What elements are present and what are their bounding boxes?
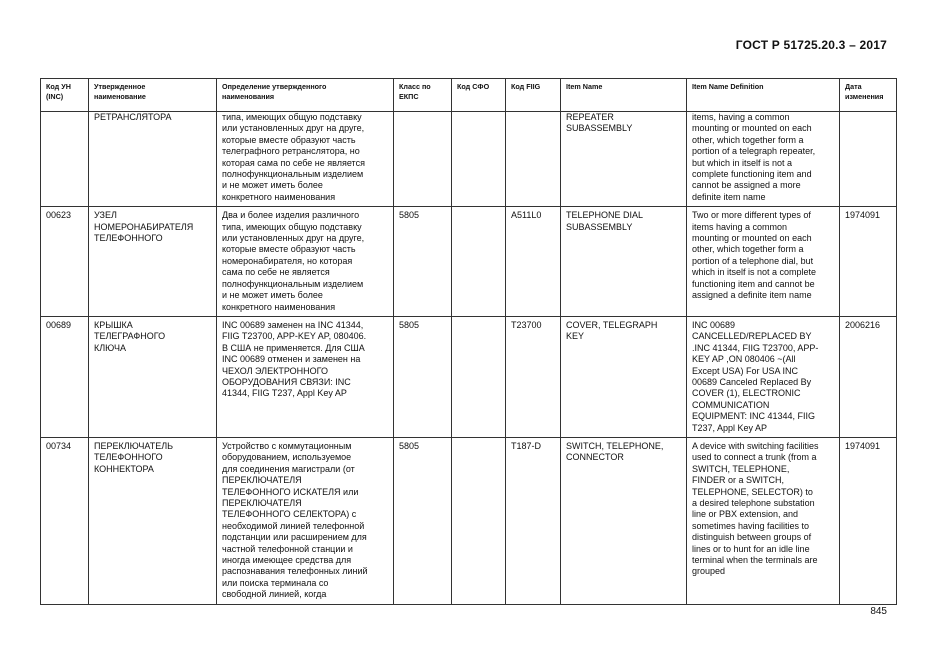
cell-approved-name: РЕТРАНСЛЯТОРА bbox=[89, 112, 217, 207]
column-header-class: Класс по ЕКПС bbox=[394, 79, 452, 112]
cell-item-name: SWITCH, TELEPHONE, CONNECTOR bbox=[561, 437, 687, 604]
cell-approved-name: КРЫШКА ТЕЛЕГРАФНОГО КЛЮЧА bbox=[89, 316, 217, 437]
column-header-fiig: Код FIIG bbox=[506, 79, 561, 112]
table-header-row bbox=[41, 79, 897, 112]
cell-name-definition: Два и более изделия различного типа, имеющих общую подставку или установленных друг на друге, которые вместе образуют часть номеронабирателя, но которая сама по себе не является полнофункциональным изделием и не может иметь более конкретного наименования bbox=[217, 207, 394, 317]
cell-approved-name: УЗЕЛ НОМЕРОНАБИРАТЕЛЯ ТЕЛЕФОННОГО bbox=[89, 207, 217, 317]
cell-change-date: 2006216 bbox=[840, 316, 897, 437]
column-header-approved-name: Утвержденное наименование bbox=[89, 79, 217, 112]
cell-inc: 00623 bbox=[41, 207, 89, 317]
cell-item-name-definition: items, having a common mounting or mounted on each other, which together form a portion of a telegraph repeater, but which in itself is not a complete functioning item and cannot be assigned a more definite item name bbox=[687, 112, 840, 207]
cell-item-name: TELEPHONE DIAL SUBASSEMBLY bbox=[561, 207, 687, 317]
cell-sfo bbox=[452, 316, 506, 437]
cell-name-definition: Устройство с коммутационным оборудованием, используемое для соединения магистрали (от ПЕРЕКЛЮЧАТЕЛЯ ТЕЛЕФОННОГО ИСКАТЕЛЯ или ПЕРЕКЛЮЧАТЕЛЯ ТЕЛЕФОННОГО СЕЛЕКТОРА) с необходимой линией телефонной подстанции или расширением для частной телефонной станции и иногда имеющее средства для распознавания телефонных линий или поиска терминала со свободной линией, когда bbox=[217, 437, 394, 604]
cell-class bbox=[394, 112, 452, 207]
cell-fiig bbox=[506, 112, 561, 207]
cell-sfo bbox=[452, 437, 506, 604]
cell-class: 5805 bbox=[394, 207, 452, 317]
document-header: ГОСТ Р 51725.20.3 – 2017 bbox=[735, 38, 887, 52]
cell-change-date: 1974091 bbox=[840, 207, 897, 317]
cell-item-name-definition: INC 00689 CANCELLED/REPLACED BY .INC 41344, FIIG T23700, APP- KEY AP ,ON 080406 ~(All Except USA) For USA INC 00689 Canceled Replaced By COVER (1), ELECTRONIC COMMUNICATION EQUIPMENT: INC 41344, FIIG T237, Appl Key AP bbox=[687, 316, 840, 437]
cell-item-name: COVER, TELEGRAPH KEY bbox=[561, 316, 687, 437]
table-row bbox=[41, 112, 897, 207]
cell-name-definition: INC 00689 заменен на INC 41344, FIIG T23700, APP-KEY AP, 080406. В США не применяется. Для США INC 00689 отменен и заменен на ЧЕХОЛ ЭЛЕКТРОННОГО ОБОРУДОВАНИЯ СВЯЗИ: INC 41344, FIIG T237, Appl Key AP bbox=[217, 316, 394, 437]
cell-change-date bbox=[840, 112, 897, 207]
column-header-sfo: Код СФО bbox=[452, 79, 506, 112]
cell-item-name-definition: A device with switching facilities used to connect a trunk (from a SWITCH, TELEPHONE, FINDER or a SWITCH, TELEPHONE, SELECTOR) to a desired telephone substation line or PBX extension, and sometimes having facilities to distinguish between groups of lines or to hunt for an idle line terminal when the terminals are grouped bbox=[687, 437, 840, 604]
cell-fiig: A511L0 bbox=[506, 207, 561, 317]
column-header-item-name-definition: Item Name Definition bbox=[687, 79, 840, 112]
page-number: 845 bbox=[870, 606, 887, 617]
item-name-table bbox=[40, 78, 897, 605]
cell-inc: 00734 bbox=[41, 437, 89, 604]
column-header-change-date: Дата изменения bbox=[840, 79, 897, 112]
cell-approved-name: ПЕРЕКЛЮЧАТЕЛЬ ТЕЛЕФОННОГО КОННЕКТОРА bbox=[89, 437, 217, 604]
cell-name-definition: типа, имеющих общую подставку или установленных друг на друге, которые вместе образуют часть телеграфного ретранслятора, но которая сама по себе не является полнофункциональным изделием и не может иметь более конкретного наименования bbox=[217, 112, 394, 207]
column-header-inc: Код УН (INC) bbox=[41, 79, 89, 112]
cell-item-name-definition: Two or more different types of items having a common mounting or mounted on each other, which together form a portion of a telephone dial, but which in itself is not a complete functioning item and cannot be assigned a definite item name bbox=[687, 207, 840, 317]
column-header-name-definition: Определение утвержденного наименования bbox=[217, 79, 394, 112]
cell-class: 5805 bbox=[394, 437, 452, 604]
column-header-item-name: Item Name bbox=[561, 79, 687, 112]
cell-inc bbox=[41, 112, 89, 207]
cell-inc: 00689 bbox=[41, 316, 89, 437]
cell-fiig: T23700 bbox=[506, 316, 561, 437]
cell-sfo bbox=[452, 207, 506, 317]
table-row bbox=[41, 207, 897, 317]
cell-item-name: REPEATER SUBASSEMBLY bbox=[561, 112, 687, 207]
cell-sfo bbox=[452, 112, 506, 207]
cell-class: 5805 bbox=[394, 316, 452, 437]
table-row bbox=[41, 437, 897, 604]
cell-change-date: 1974091 bbox=[840, 437, 897, 604]
table-row bbox=[41, 316, 897, 437]
cell-fiig: T187-D bbox=[506, 437, 561, 604]
